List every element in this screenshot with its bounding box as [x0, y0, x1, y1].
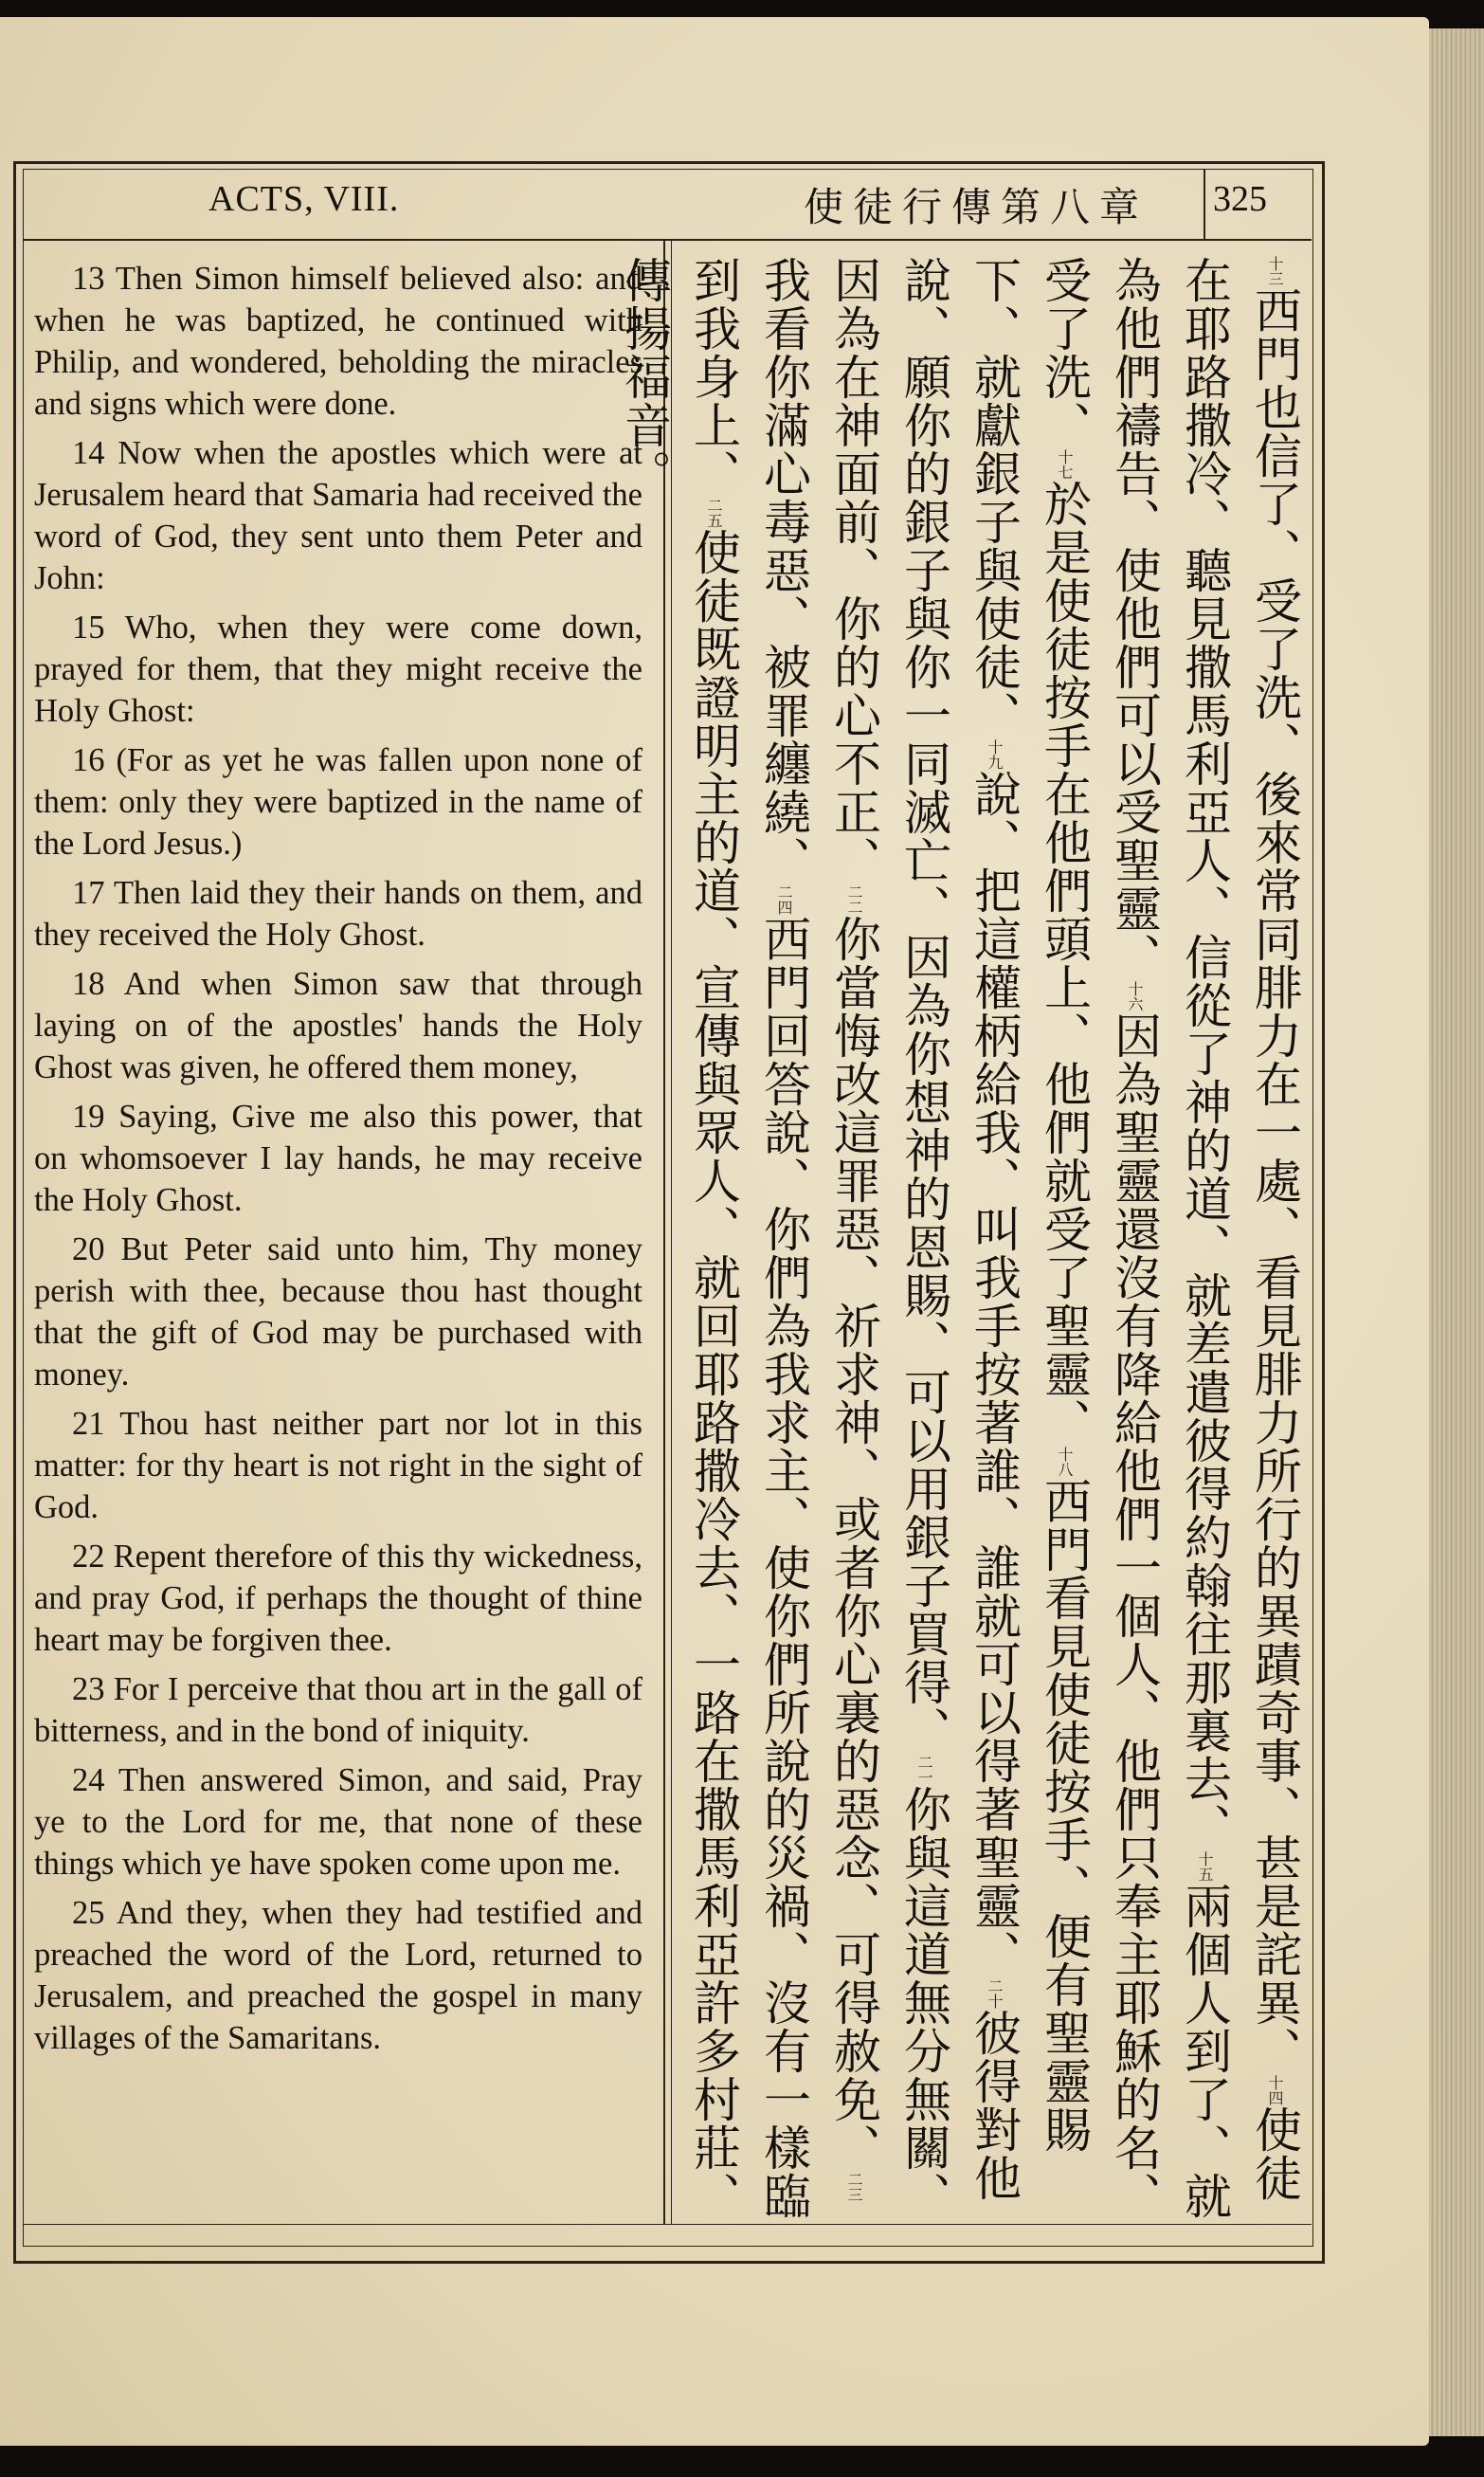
- english-verse: 22 Repent therefore of this thy wickedness, and pray God, if perhaps the thought of thine heart may be forgiven thee.: [34, 1539, 642, 1658]
- chinese-verse: 二二你當悔改這罪惡、祈求神、或者你心裏的惡念、可得赦免、: [826, 884, 881, 2172]
- english-verse: 14 Now when the apostles which were at Jerusalem heard that Samaria had received the word of God, they sent unto them Peter and John:: [34, 435, 643, 596]
- chinese-verse: 十八西門看見使徒按手、便有聖靈賜下、就獻銀子與使徒、: [967, 256, 1092, 2154]
- english-verse: 15 Who, when they were come down, prayed for them, that they might receive the Holy Ghost:: [34, 610, 642, 729]
- chinese-verse: 十六因為聖靈還沒有降給他們一個人、他們只奉主耶穌的名、受了洗、: [1037, 256, 1162, 2220]
- header-rule: [23, 239, 1312, 241]
- english-verse: 16 (For as yet he was fallen upon none of them: only they were baptized in the name of the Lord Jesus.): [34, 742, 643, 862]
- page-number: 325: [1213, 179, 1267, 219]
- english-column: [34, 258, 642, 2067]
- chinese-verse: 十四使徒在耶路撒冷、聽見撒馬利亞人、信從了神的道、就差遣彼得約翰往那裏去、: [1177, 256, 1302, 2202]
- chinese-verse: 二一你與這道無分無關、因為在神面前、你的心不正、: [826, 256, 951, 2220]
- scan-border-bottom: [0, 2446, 1484, 2477]
- header-title-english: ACTS, VIII.: [208, 179, 400, 219]
- english-verse: 17 Then laid they their hands on them, and they received the Holy Ghost.: [34, 875, 642, 953]
- english-verse: 19 Saying, Give me also this power, that on whomsoever I lay hands, he may receive the Holy Ghost.: [34, 1099, 642, 1218]
- page-number-divider: [1203, 169, 1205, 239]
- scan-border-top: [0, 0, 1484, 17]
- chinese-verse: 二三我看你滿心毒惡、被罪纏繞、: [756, 256, 863, 2202]
- english-verse: 24 Then answered Simon, and said, Pray ye to the Lord for me, that none of these things which ye have spoken come upon me.: [34, 1762, 642, 1882]
- chinese-verse: 二十彼得對他說、願你的銀子與你一同滅亡、因為你想神的恩賜、可以用銀子買得、: [896, 256, 1022, 2202]
- chinese-verse: 二五使徒既證明主的道、宣傳與眾人、就回耶路撒冷去、一路在撒馬利亞許多村莊、傳揚福音。: [617, 256, 741, 2220]
- chinese-verse: 十七於是使徒按手在他們頭上、他們就受了聖靈、: [1037, 449, 1092, 1447]
- column-divider-left: [663, 241, 665, 2224]
- chinese-verse: 十九說、把這權柄給我、叫我手按著誰、誰就可以得著聖靈、: [967, 739, 1022, 1978]
- english-verse: 18 And when Simon saw that through laying on of the apostles' hands the Holy Ghost was given, he offered them money,: [34, 966, 642, 1085]
- chinese-verse: 十五兩個人到了、就為他們禱告、使他們可以受聖靈、: [1107, 256, 1232, 2220]
- chinese-verse: 十三西門也信了、受了洗、後來常同腓力在一處、看見腓力所行的異蹟奇事、甚是詫異、: [1247, 256, 1302, 2075]
- english-verse: 13 Then Simon himself believed also: and when he was baptized, he continued with Philip, and wondered, beholding the miracles and signs which were done.: [34, 261, 642, 422]
- chinese-verse: 二四西門回答說、你們為我求主、使你們所說的災禍、沒有一樣臨到我身上、: [686, 256, 811, 2220]
- english-verse: 21 Thou hast neither part nor lot in this matter: for thy heart is not right in the sight of God.: [34, 1406, 642, 1525]
- chinese-column: [617, 256, 1310, 2237]
- column-divider-right: [671, 241, 672, 2224]
- english-verse: 23 For I perceive that thou art in the gall of bitterness, and in the bond of iniquity.: [34, 1671, 642, 1749]
- page-edges: [1429, 28, 1484, 2436]
- header-title-chinese: 使徒行傳第八章: [804, 184, 1149, 230]
- english-verse: 25 And they, when they had testified and preached the word of the Lord, returned to Jerusalem, and preached the gospel in many villages of the Samaritans.: [34, 1895, 642, 2056]
- english-verse: 20 But Peter said unto him, Thy money perish with thee, because thou hast thought that the gift of God may be purchased with money.: [34, 1231, 643, 1393]
